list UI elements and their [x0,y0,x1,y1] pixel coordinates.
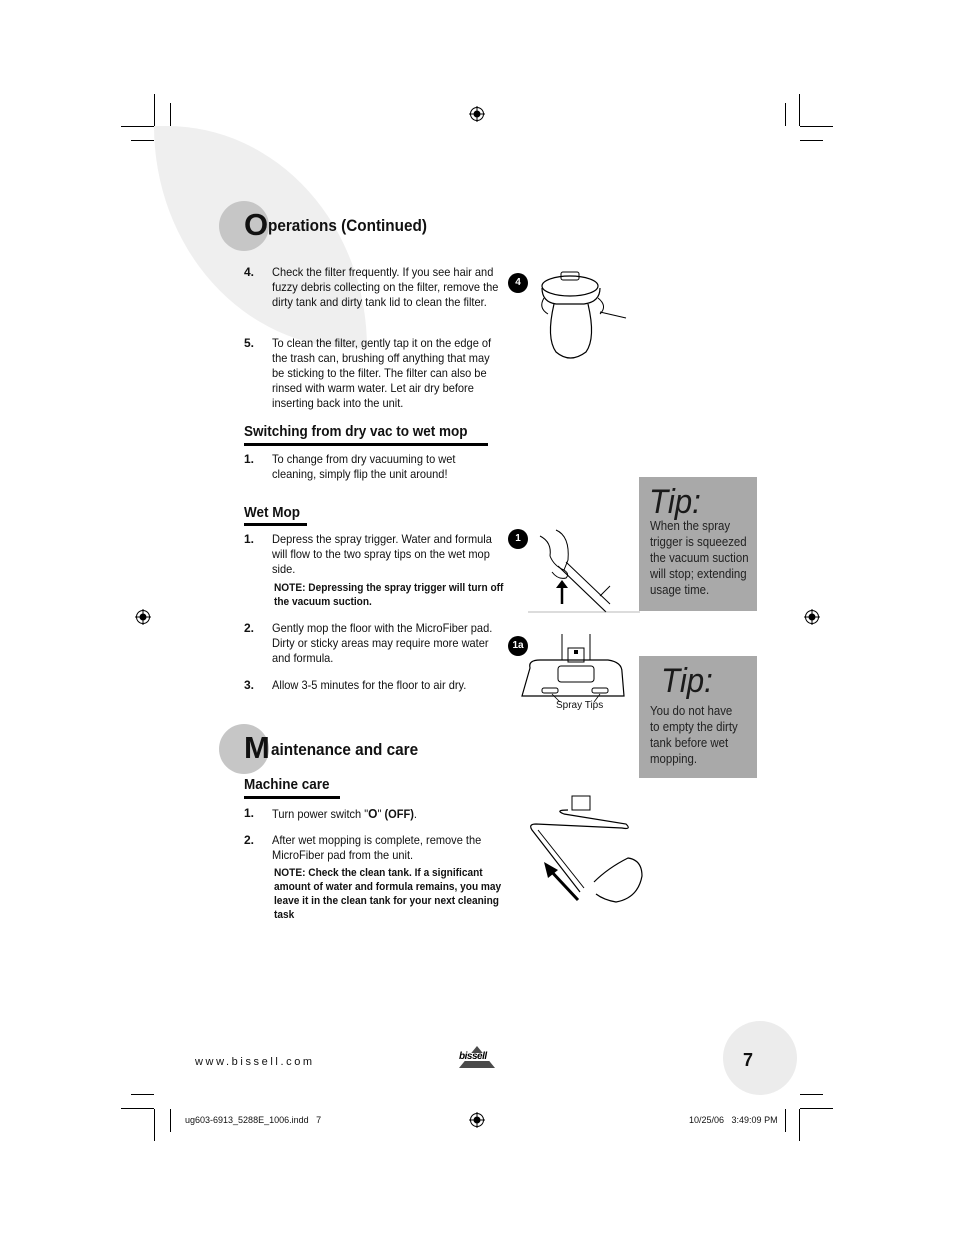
spray-tips-illustration [518,630,628,702]
step-text: Gently mop the floor with the MicroFiber pad. Dirty or sticky areas may require more water and formula. [272,621,493,665]
figure-badge: 4 [508,273,528,293]
bissell-logo [457,1046,497,1068]
crop-mark [121,1108,154,1109]
remove-pad-illustration [524,790,648,908]
crop-mark [785,1109,786,1132]
step-text-post: " [377,807,385,821]
tip-title: Tip: [661,662,713,700]
crop-mark [170,1109,171,1132]
tip-box [639,656,757,778]
step-text: To change from dry vacuuming to wet cleaning, simply flip the unit around! [272,452,456,481]
crop-mark [131,140,154,141]
website-link[interactable]: www.bissell.com [195,1056,315,1068]
tip-text: When the spray trigger is squeezed the vacuum suction will stop; extending usage time. [650,518,749,597]
crop-mark [154,1109,155,1141]
tip-text: You do not have to empty the dirty tank before wet mopping. [650,703,738,766]
subheading-rule [244,796,340,799]
power-off-symbol: O [368,806,378,821]
step-number: 5. [244,336,255,350]
off-label: (OFF) [384,807,414,821]
step-text: To clean the filter, gently tap it on the edge of the trash can, brushing off anything that may be sticking to the filter. The filter can also be rinsed with warm water. Let air dry before inserting back into the unit. [272,336,492,410]
step-text [272,806,500,822]
step-text: Check the filter frequently. If you see hair and fuzzy debris collecting on the filter, remove the dirty tank and dirty tank lid to clean the filter. [272,265,499,309]
logo-text: bissell [459,1051,487,1062]
timestamp: 10/25/06 3:49:09 PM [689,1115,778,1125]
crop-mark [800,126,833,127]
page-number-circle [723,1021,797,1095]
note-text: NOTE: Check the clean tank. If a significant amount of water and formula remains, you may leave it in the clean tank for your next cleaning task [274,867,502,921]
spray-tips-label: Spray Tips [556,700,604,711]
registration-mark-icon [135,609,151,625]
subheading-rule [244,443,488,446]
step-text-pre: Turn power switch " [272,807,369,821]
crop-mark [800,1108,833,1109]
crop-mark [799,94,800,126]
step-number: 1. [244,806,255,820]
tip-title: Tip: [649,483,701,521]
crop-mark [785,103,786,126]
section-initial: M [244,730,270,765]
crop-mark [800,1094,823,1095]
filter-illustration [528,268,630,366]
section-title: aintenance and care [271,740,419,759]
step-number: 1. [244,532,255,546]
subheading-rule [244,523,307,526]
step-number: 4. [244,265,255,279]
registration-mark-icon [469,106,485,122]
subheading-switching: Switching from dry vac to wet mop [244,423,468,440]
section-title: perations (Continued) [268,216,427,235]
crop-mark [131,1094,154,1095]
subheading-machine-care: Machine care [244,776,330,793]
step-number: 1. [244,452,255,466]
subheading-wet-mop: Wet Mop [244,504,300,521]
step-text: Allow 3-5 minutes for the floor to air dry. [272,678,467,692]
section-initial: O [244,207,269,242]
step-number: 3. [244,678,255,692]
registration-mark-icon [469,1112,485,1128]
crop-mark [799,1109,800,1141]
note-text: NOTE: Depressing the spray trigger will turn off the vacuum suction. [274,582,504,608]
page-number: 7 [743,1050,754,1070]
step-number: 2. [244,833,255,847]
registration-mark-icon [804,609,820,625]
step-text: Depress the spray trigger. Water and formula will flow to the two spray tips on the wet mop side. [272,532,492,576]
crop-mark [170,103,171,126]
step-text-end: . [413,807,417,821]
step-number: 2. [244,621,255,635]
tip-box [639,477,757,611]
spray-trigger-illustration [528,526,640,614]
figure-badge: 1a [508,636,528,656]
crop-mark [800,140,823,141]
crop-mark [121,126,154,127]
figure-badge: 1 [508,529,528,549]
crop-mark [154,94,155,126]
file-name: ug603-6913_5288E_1006.indd 7 [185,1115,322,1125]
step-text: After wet mopping is complete, remove the MicroFiber pad from the unit. [272,833,482,862]
